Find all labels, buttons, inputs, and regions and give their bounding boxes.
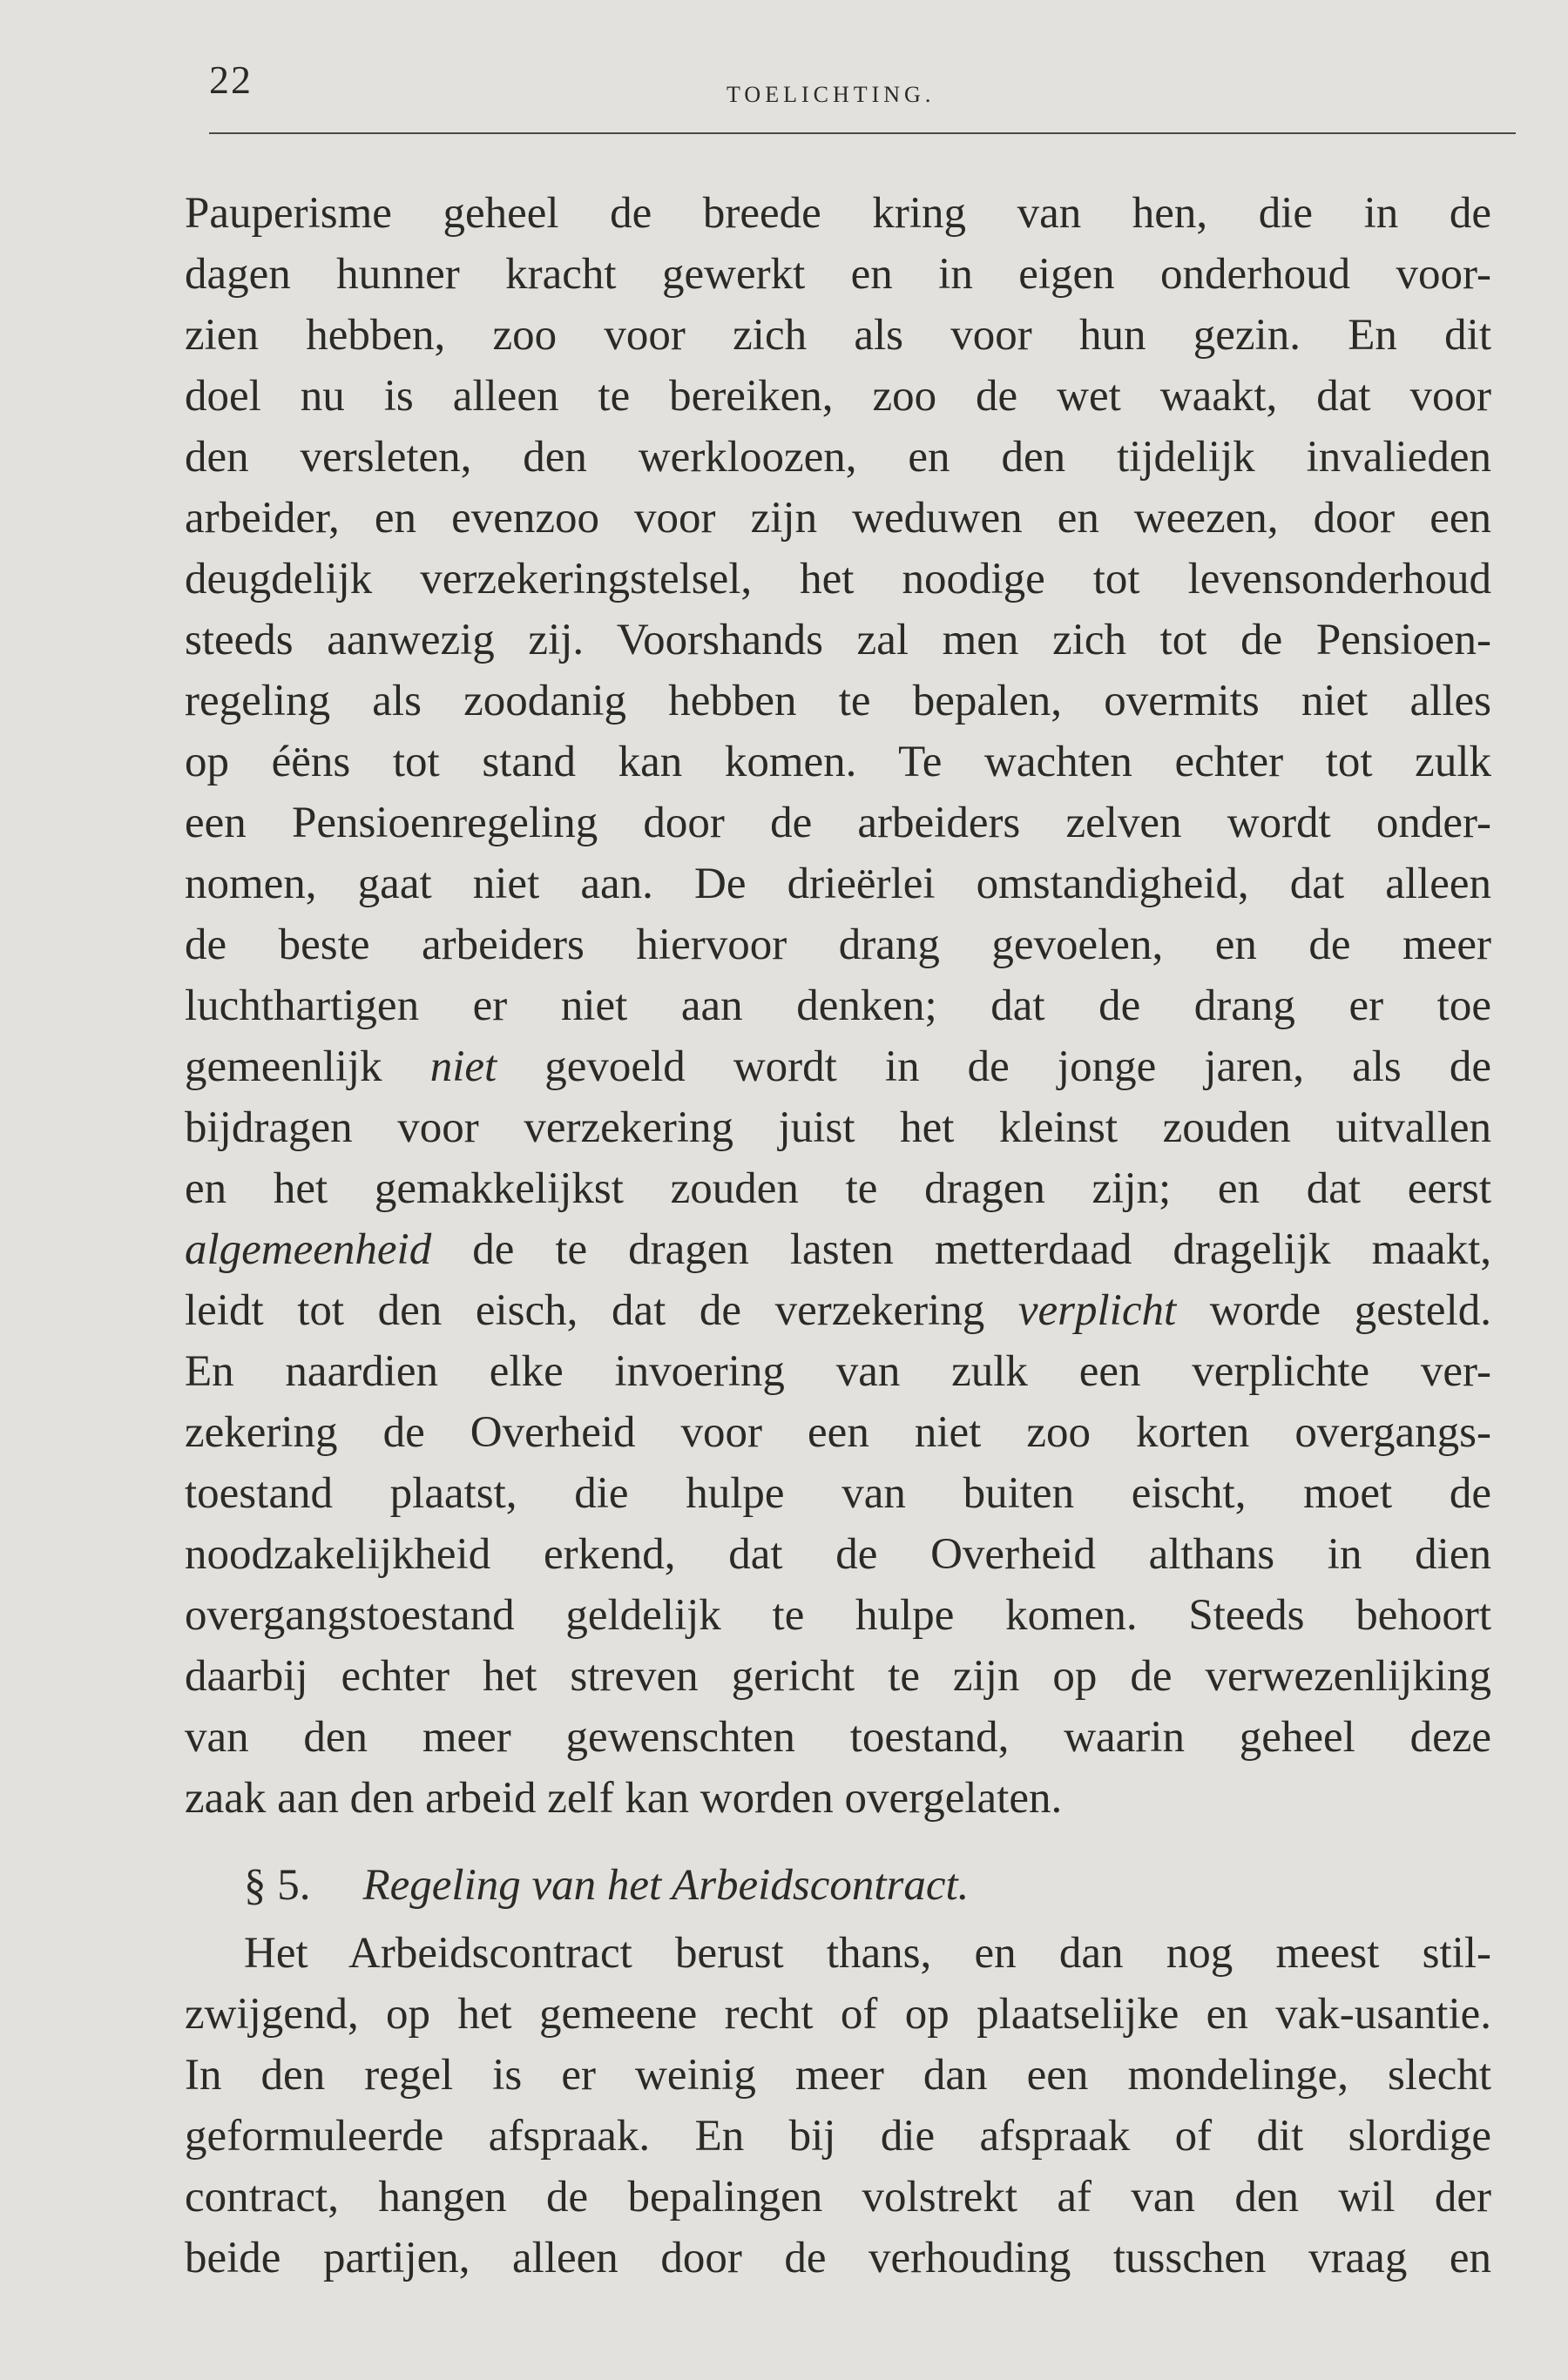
text-line: en het gemakkelijkst zouden te dragen zijn; en dat eerst: [185, 1164, 1491, 1213]
page-number: 22: [209, 57, 253, 102]
section-number: § 5.: [244, 1861, 311, 1910]
text-line: Het Arbeidscontract berust thans, en dan nog meest stil-: [244, 1929, 1491, 1978]
text-line: dagen hunner kracht gewerkt en in eigen onderhoud voor-: [185, 250, 1491, 299]
running-head: [209, 52, 1516, 139]
text-line: geformuleerde afspraak. En bij die afspraak of dit slordige: [185, 2112, 1491, 2161]
text-line: daarbij echter het streven gericht te zijn op de verwezenlijking: [185, 1652, 1491, 1701]
text-line: zien hebben, zoo voor zich als voor hun gezin. En dit: [185, 311, 1491, 360]
text-line: op éëns tot stand kan komen. Te wachten echter tot zulk: [185, 738, 1491, 786]
text-line: luchthartigen er niet aan denken; dat de drang er toe: [185, 981, 1491, 1030]
text-line: noodzakelijkheid erkend, dat de Overheid althans in dien: [185, 1530, 1491, 1579]
text-line: zaak aan den arbeid zelf kan worden overgelaten.: [185, 1774, 1063, 1823]
text-line: beide partijen, alleen door de verhouding tusschen vraag en: [185, 2234, 1491, 2282]
text-line: deugdelijk verzekeringstelsel, het noodige tot levensonderhoud: [185, 555, 1491, 603]
text-line: [185, 1036, 1491, 1097]
text-line: [185, 1280, 1491, 1341]
text-segment: gevoeld wordt in de jonge jaren, als de: [497, 1042, 1491, 1091]
text-line: nomen, gaat niet aan. De drieërlei omstandigheid, dat alleen: [185, 860, 1491, 908]
italic-emphasis: verplicht: [1017, 1286, 1177, 1335]
text-line: regeling als zoodanig hebben te bepalen, overmits niet alles: [185, 677, 1491, 725]
text-line: den versleten, den werkloozen, en den tijdelijk invalieden: [185, 433, 1491, 482]
text-line: zekering de Overheid voor een niet zoo korten overgangs-: [185, 1408, 1491, 1457]
text-segment: leidt tot den eisch, dat de verzekering: [185, 1286, 1018, 1335]
text-line: een Pensioenregeling door de arbeiders zelven wordt onder-: [185, 799, 1491, 847]
section-heading: [185, 1855, 1491, 1916]
text-segment: de te dragen lasten metterdaad dragelijk maakt,: [431, 1225, 1491, 1274]
text-line: bijdragen voor verzekering juist het kleinst zouden uitvallen: [185, 1103, 1491, 1152]
text-line: In den regel is er weinig meer dan een mondelinge, slecht: [185, 2051, 1491, 2100]
running-title: TOELICHTING.: [727, 82, 936, 107]
text-line: van den meer gewenschten toestand, waarin geheel deze: [185, 1713, 1491, 1762]
text-line: [185, 1219, 1491, 1280]
header-rule: [209, 132, 1516, 134]
text-line: overgangstoestand geldelijk te hulpe komen. Steeds behoort: [185, 1591, 1491, 1640]
text-line: Pauperisme geheel de breede kring van hen, die in de: [185, 189, 1491, 238]
text-line: zwijgend, op het gemeene recht of op plaatselijke en vak-usantie.: [185, 1990, 1491, 2039]
text-segment: worde gesteld.: [1176, 1286, 1491, 1335]
italic-emphasis: niet: [429, 1042, 497, 1091]
text-line: arbeider, en evenzoo voor zijn weduwen en weezen, door een: [185, 494, 1491, 543]
section-title: Regeling van het Arbeidscontract.: [362, 1861, 970, 1910]
body-text: [185, 183, 1491, 2289]
text-line: En naardien elke invoering van zulk een verplichte ver-: [185, 1347, 1491, 1396]
text-line: contract, hangen de bepalingen volstrekt af van den wil der: [185, 2173, 1491, 2222]
italic-emphasis: algemeenheid: [185, 1225, 432, 1274]
text-line: doel nu is alleen te bereiken, zoo de wet waakt, dat voor: [185, 372, 1491, 421]
text-line: toestand plaatst, die hulpe van buiten eischt, moet de: [185, 1469, 1491, 1518]
text-segment: gemeenlijk: [185, 1042, 430, 1091]
text-line: steeds aanwezig zij. Voorshands zal men zich tot de Pensioen-: [185, 616, 1491, 664]
text-line: de beste arbeiders hiervoor drang gevoelen, en de meer: [185, 920, 1491, 969]
